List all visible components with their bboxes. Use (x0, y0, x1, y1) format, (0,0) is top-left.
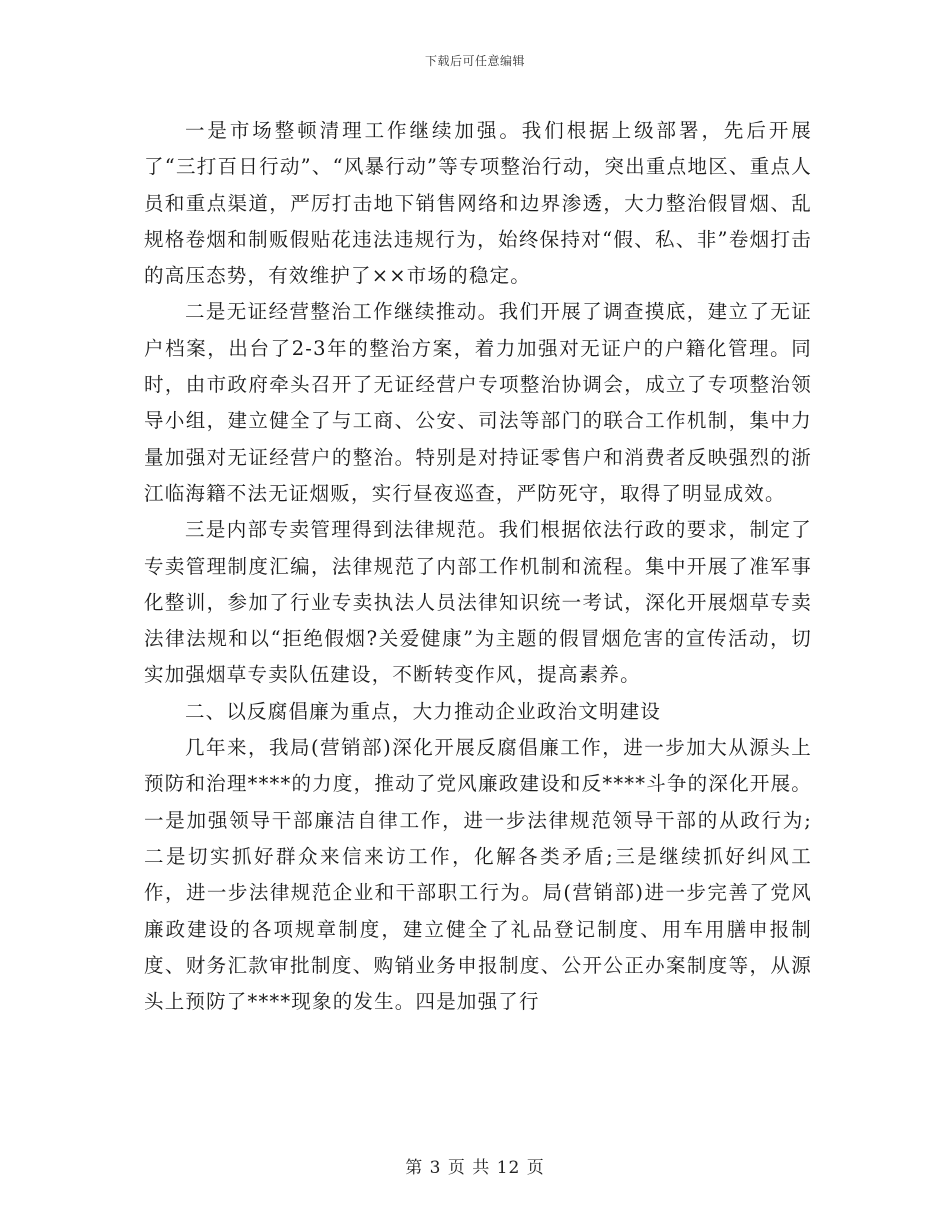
page-header: 下载后可任意编辑 (424, 54, 525, 68)
section-heading-anticorruption: 二、以反腐倡廉为重点，大力推动企业政治文明建设 (184, 699, 662, 723)
page-number-footer: 第 3 页 共 12 页 (405, 1158, 545, 1178)
paragraph-internal-management: 三是内部专卖管理得到法律规范。我们根据依法行政的要求，制定了专卖管理制度汇编，法律规范了内部工作机制和流程。集中开展了准军事化整训，参加了行业专卖执法人员法律知识统一考试，深化开展烟草专卖法律法规和以“拒绝假烟?关爱健康”为主题的假冒烟危害的宣传活动，切实加强烟草专卖队伍建设，不断转变作风，提高素养。 (144, 518, 812, 687)
paragraph-market-rectification: 一是市场整顿清理工作继续加强。我们根据上级部署，先后开展了“三打百日行动”、“风暴行动”等专项整治行动，突出重点地区、重点人员和重点渠道，严厉打击地下销售网络和边界渗透，大力整治假冒烟、乱规格卷烟和制贩假贴花违法违规行为，始终保持对“假、私、非”卷烟打击的高压态势，有效维护了××市场的稳定。 (144, 119, 812, 288)
paragraph-unlicensed-operation: 二是无证经营整治工作继续推动。我们开展了调查摸底，建立了无证户档案，出台了2-3年的整治方案，着力加强对无证户的户籍化管理。同时，由市政府牵头召开了无证经营户专项整治协调会，成立了专项整治领导小组，建立健全了与工商、公安、司法等部门的联合工作机制，集中力量加强对无证经营户的整治。特别是对持证零售户和消费者反映强烈的浙江临海籍不法无证烟贩，实行昼夜巡查，严防死守，取得了明显成效。 (144, 300, 812, 505)
paragraph-anticorruption-work: 几年来，我局(营销部)深化开展反腐倡廉工作，进一步加大从源头上预防和治理****的力度，推动了党风廉政建设和反****斗争的深化开展。一是加强领导干部廉洁自律工作，进一步法律规范领导干部的从政行为;二是切实抓好群众来信来访工作，化解各类矛盾;三是继续抓好纠风工作，进一步法律规范企业和干部职工行为。局(营销部)进一步完善了党风廉政建设的各项规章制度，建立健全了礼品登记制度、用车用膳申报制度、财务汇款审批制度、购销业务申报制度、公开公正办案制度等，从源头上预防了****现象的发生。四是加强了行 (144, 736, 812, 1014)
document-body (144, 113, 812, 1020)
